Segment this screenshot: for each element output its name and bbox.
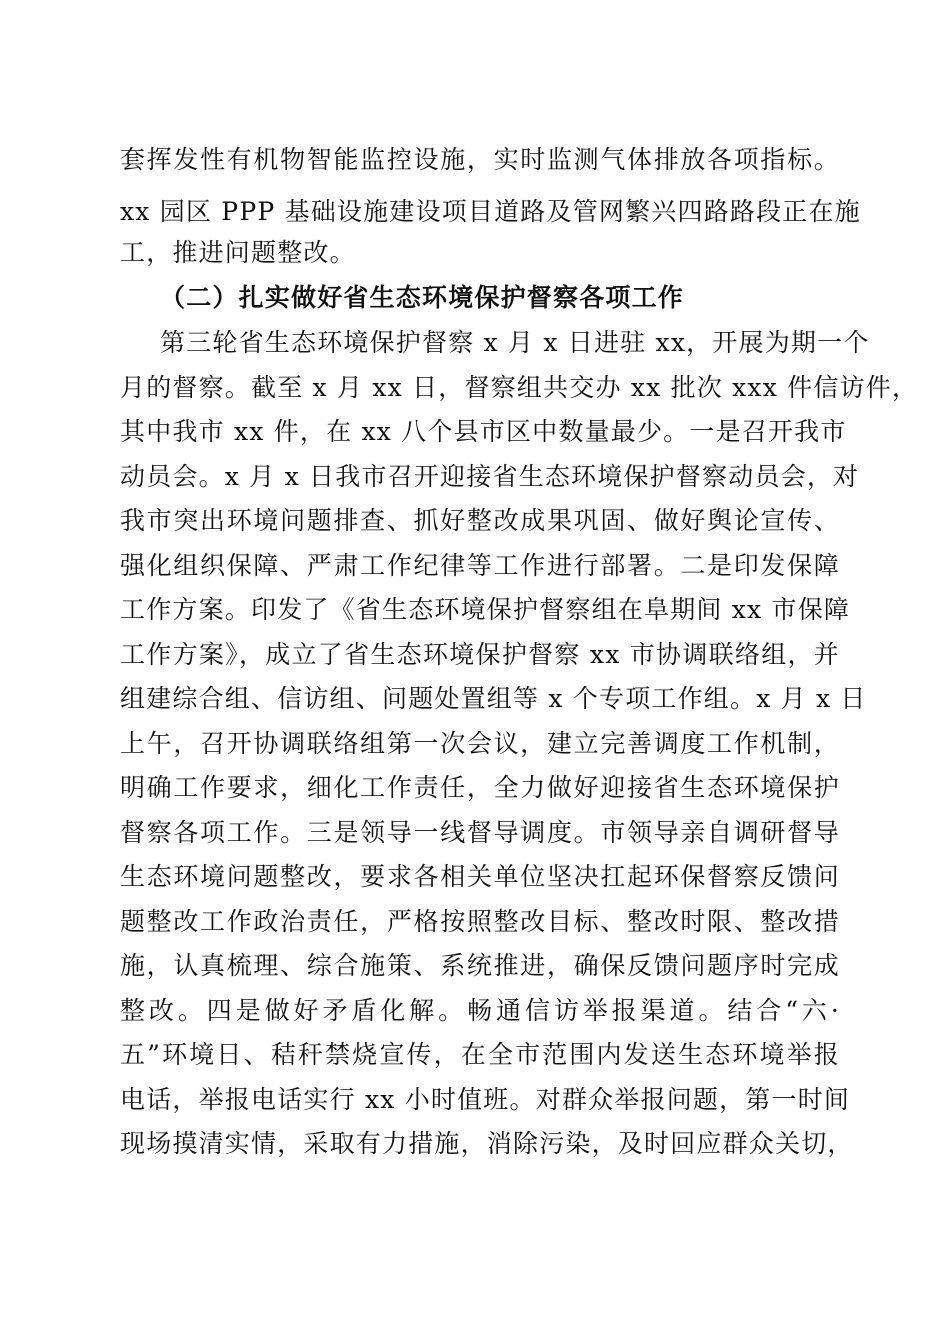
text-line-7: 其中我市 xx 件，在 xx 八个县市区中数量最少。一是召开我市 <box>120 417 847 446</box>
text-line-2: xx 园区 PPP 基础设施建设项目道路及管网繁兴四路路段正在施 <box>120 197 861 226</box>
text-line-11: 工作方案。印发了《省生态环境保护督察组在阜期间 xx 市保障 <box>120 595 851 624</box>
text-line-9: 我市突出环境问题排查、抓好整改成果巩固、做好舆论宣传、 <box>120 506 840 535</box>
section-heading: （二）扎实做好省生态环境保护督察各项工作 <box>160 283 685 312</box>
text-line-10: 强化组织保障、严肃工作纪律等工作进行部署。二是印发保障 <box>120 551 840 580</box>
text-line-6: 月的督察。截至 x 月 xx 日，督察组共交办 xx 批次 xxx 件信访件， <box>120 373 919 402</box>
text-line-13: 组建综合组、信访组、问题处置组等 x 个专项工作组。x 月 x 日 <box>120 684 867 713</box>
text-line-1: 套挥发性有机物智能监控设施，实时监测气体排放各项指标。 <box>120 145 840 174</box>
paragraph-first-line: 第三轮省生态环境保护督察 x 月 x 日进驻 xx，开展为期一个 <box>160 328 870 357</box>
text-line-20: 整改。四是做好矛盾化解。畅通信访举报渠道。结合“六· <box>120 996 840 1025</box>
text-line-22: 电话，举报电话实行 xx 小时值班。对群众举报问题，第一时间 <box>120 1085 851 1114</box>
text-line-8: 动员会。x 月 x 日我市召开迎接省生态环境保护督察动员会，对 <box>120 462 860 491</box>
text-line-21: 五”环境日、秸秆禁烧宣传，在全市范围内发送生态环境举报 <box>120 1040 840 1069</box>
text-line-17: 生态环境问题整改，要求各相关单位坚决扛起环保督察反馈问 <box>120 862 840 891</box>
text-line-14: 上午，召开协调联络组第一次会议，建立完善调度工作机制， <box>120 729 840 758</box>
text-line-3: 工，推进问题整改。 <box>120 238 356 267</box>
text-line-12: 工作方案》，成立了省生态环境保护督察 xx 市协调联络组，并 <box>120 640 840 669</box>
text-line-15: 明确工作要求，细化工作责任，全力做好迎接省生态环境保护 <box>120 773 840 802</box>
text-line-23: 现场摸清实情，采取有力措施，消除污染，及时回应群众关切， <box>120 1129 854 1158</box>
text-line-18: 题整改工作政治责任，严格按照整改目标、整改时限、整改措 <box>120 907 840 936</box>
text-line-19: 施，认真梳理、综合施策、系统推进，确保反馈问题序时完成 <box>120 951 840 980</box>
text-line-16: 督察各项工作。三是领导一线督导调度。市领导亲自调研督导 <box>120 818 840 847</box>
